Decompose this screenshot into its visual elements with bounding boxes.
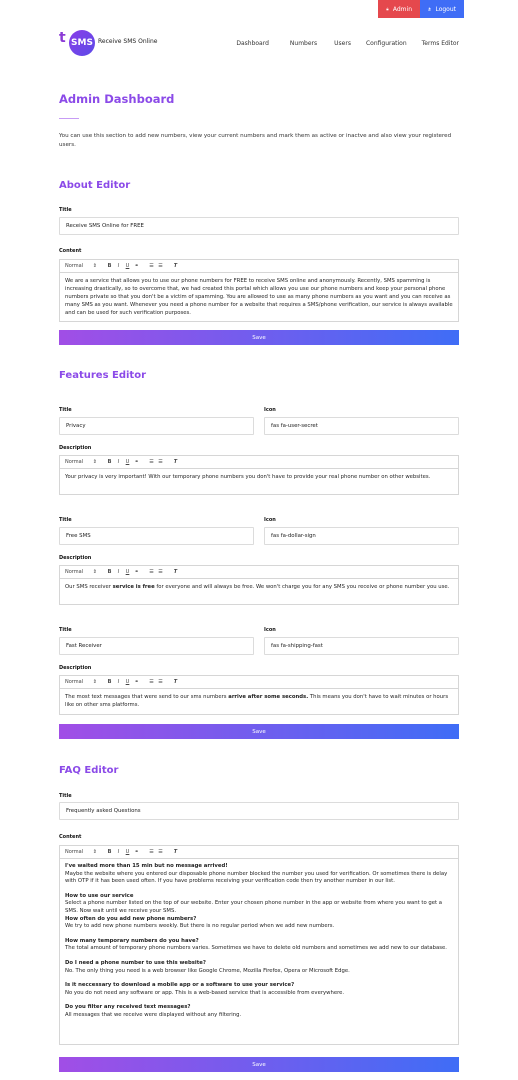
features-save-button[interactable]: Save <box>59 724 459 739</box>
nav-users[interactable]: Users <box>334 40 351 47</box>
faq-answer: All messages that we receive were displayed without any filtering. <box>65 1011 242 1018</box>
style-select[interactable]: Normal ⇕ <box>65 569 97 575</box>
bold-button[interactable]: B <box>107 679 112 685</box>
faq-editor-heading: FAQ Editor <box>59 765 119 776</box>
nav-numbers[interactable]: Numbers <box>289 40 318 47</box>
logo-bubble: SMS <box>69 30 95 56</box>
italic-button[interactable]: I <box>117 459 120 465</box>
logout-label: Logout <box>435 5 456 13</box>
about-title-label: Title <box>59 207 72 213</box>
ordered-list-icon[interactable]: ☰ <box>149 849 154 855</box>
feature-description-text[interactable]: Our SMS receiver service is free for everyone and will always be free. We won't charge you for any SMS you receive or phone number you use. <box>65 584 450 590</box>
faq-title-label: Title <box>59 793 72 799</box>
editor-toolbar <box>60 676 458 689</box>
feature-title-input[interactable]: Privacy <box>59 417 254 435</box>
bold-button[interactable]: B <box>107 849 112 855</box>
style-select[interactable]: Normal ⇕ <box>65 679 97 685</box>
feature-title-label: Title <box>59 627 72 633</box>
faq-content-text[interactable] <box>60 859 458 1024</box>
ordered-list-icon[interactable]: ☰ <box>149 679 154 685</box>
italic-button[interactable]: I <box>117 263 120 269</box>
faq-answer: Select a phone number listed on the top of our website. Enter your chosen phone number in the app or website from where you want to get a SMS. Now wait until we receive your SMS. <box>65 900 443 914</box>
bullet-list-icon[interactable]: ☰ <box>158 569 163 575</box>
about-save-button[interactable]: Save <box>59 330 459 345</box>
site-header <box>59 28 459 58</box>
underline-button[interactable]: U <box>125 679 130 685</box>
bold-button[interactable]: B <box>107 459 112 465</box>
feature-description-editor[interactable] <box>59 565 459 605</box>
editor-toolbar <box>60 260 458 273</box>
link-icon[interactable]: ⚭ <box>134 849 139 855</box>
main-nav <box>236 40 459 47</box>
feature-description-editor[interactable] <box>59 455 459 495</box>
editor-toolbar <box>60 846 458 859</box>
bullet-list-icon[interactable]: ☰ <box>158 263 163 269</box>
clear-format-icon[interactable]: T <box>173 679 178 685</box>
faq-answer: No. The only thing you need is a web browser like Google Chrome, Mozilla Firefox, Opera or Microsoft Edge. <box>65 967 350 974</box>
top-bar <box>378 0 464 18</box>
brand-name[interactable]: Receive SMS Online <box>98 38 158 45</box>
nav-dashboard[interactable]: Dashboard <box>236 40 269 47</box>
feature-description-label: Description <box>59 445 92 451</box>
italic-button[interactable]: I <box>117 849 120 855</box>
feature-description-text[interactable]: Your privacy is very important! With our temporary phone numbers you don't have to provide your real phone number on other websites. <box>65 474 431 480</box>
clear-format-icon[interactable]: T <box>173 459 178 465</box>
style-select[interactable]: Normal ⇕ <box>65 849 97 855</box>
ordered-list-icon[interactable]: ☰ <box>149 459 154 465</box>
faq-question: I've waited more than 15 min but no message arrived! <box>65 863 228 869</box>
bullet-list-icon[interactable]: ☰ <box>158 849 163 855</box>
faq-question: How many temporary numbers do you have? <box>65 937 199 944</box>
faq-answer: No you do not need any software or app. This is a web-based service that is accessible from everywhere. <box>65 989 345 996</box>
link-icon[interactable]: ⚭ <box>134 569 139 575</box>
about-content-label: Content <box>59 248 82 254</box>
clear-format-icon[interactable]: T <box>173 263 178 269</box>
faq-answer: The total amount of temporary phone numbers varies. Sometimes we have to delete old numbers and sometimes we add new to our database. <box>65 945 447 952</box>
feature-icon-input[interactable]: fas fa-user-secret <box>264 417 459 435</box>
page-title: Admin Dashboard <box>59 92 175 106</box>
bullet-list-icon[interactable]: ☰ <box>158 679 163 685</box>
feature-icon-input[interactable]: fas fa-dollar-sign <box>264 527 459 545</box>
style-select[interactable]: Normal ⇕ <box>65 263 97 269</box>
link-icon[interactable]: ⚭ <box>134 263 139 269</box>
admin-button[interactable] <box>378 0 420 18</box>
link-icon[interactable]: ⚭ <box>134 459 139 465</box>
logo[interactable] <box>59 28 95 58</box>
about-content-text[interactable]: We are a service that allows you to use our phone numbers for FREE to receive SMS online and anonymously. Recently, SMS spamming is increasing drastically, so to overcome that, we had created this portal which allows you use our phone numbers and keep your personal phone numbers private so that you don't be a victim of spamming. You are allowed to use as many phone numbers as you want and you can receive as many SMS as you want. Whenever you need a phone number for a website that requires a SMS/phone verification, our service is always available and can be used for such verification purposes. <box>65 278 453 316</box>
about-title-input[interactable]: Receive SMS Online for FREE <box>59 217 459 235</box>
faq-question: How to use our service <box>65 892 134 899</box>
logo-letter: t <box>59 30 66 46</box>
lock-icon <box>386 6 389 12</box>
faq-answer: We try to add new phone numbers weekly. But there is no regular period when we add new numbers. <box>65 923 335 930</box>
feature-title-label: Title <box>59 517 72 523</box>
about-editor-heading: About Editor <box>59 180 131 191</box>
faq-question: Do you filter any received text messages? <box>65 1004 191 1011</box>
feature-icon-label: Icon <box>264 517 276 523</box>
clear-format-icon[interactable]: T <box>173 849 178 855</box>
editor-toolbar <box>60 566 458 579</box>
underline-button[interactable]: U <box>125 569 130 575</box>
faq-question: How often do you add new phone numbers? <box>65 915 197 922</box>
feature-description-label: Description <box>59 665 92 671</box>
faq-question: Do I need a phone number to use this website? <box>65 959 206 966</box>
feature-description-text[interactable]: The most text messages that were send to our sms numbers arrive after some seconds. This means you don't have to wait minutes or hours like on other sms platforms. <box>65 694 449 708</box>
feature-title-label: Title <box>59 407 72 413</box>
feature-title-input[interactable]: Free SMS <box>59 527 254 545</box>
bold-button[interactable]: B <box>107 263 112 269</box>
nav-configuration[interactable]: Configuration <box>365 40 407 47</box>
faq-save-button[interactable]: Save <box>59 1057 459 1072</box>
clear-format-icon[interactable]: T <box>173 569 178 575</box>
feature-title-input[interactable]: Fast Receiver <box>59 637 254 655</box>
features-editor-heading: Features Editor <box>59 370 147 381</box>
nav-terms-editor[interactable]: Terms Editor <box>421 40 459 47</box>
italic-button[interactable]: I <box>117 569 120 575</box>
feature-icon-label: Icon <box>264 627 276 633</box>
intro-text: You can use this section to add new numbers, view your current numbers and mark them as active or inactve and also view your registered users. <box>59 133 452 148</box>
user-plus-icon <box>428 6 431 12</box>
logout-button[interactable] <box>420 0 464 18</box>
ordered-list-icon[interactable]: ☰ <box>149 263 154 269</box>
title-underline <box>59 118 79 119</box>
faq-question: Is it neccessary to download a mobile app or a software to use your service? <box>65 982 295 989</box>
feature-description-editor[interactable] <box>59 675 459 715</box>
admin-label: Admin <box>392 5 412 13</box>
underline-button[interactable]: U <box>125 849 130 855</box>
faq-content-editor[interactable] <box>59 845 459 1045</box>
underline-button[interactable]: U <box>125 263 130 269</box>
style-select[interactable]: Normal ⇕ <box>65 459 97 465</box>
ordered-list-icon[interactable]: ☰ <box>149 569 154 575</box>
feature-description-label: Description <box>59 555 92 561</box>
faq-title-input[interactable]: Frequently asked Questions <box>59 802 459 820</box>
bold-button[interactable]: B <box>107 569 112 575</box>
about-content-editor[interactable] <box>59 259 459 322</box>
italic-button[interactable]: I <box>117 679 120 685</box>
faq-content-label: Content <box>59 834 82 840</box>
faq-answer: Maybe the website where you entered our disposable phone number blocked the number you used for verification. Or sometimes there is delay with OTP if it has been used often. If you have problems receiving your verification code then try another number in our list. <box>65 870 448 885</box>
editor-toolbar <box>60 456 458 469</box>
feature-icon-input[interactable]: fas fa-shipping-fast <box>264 637 459 655</box>
feature-icon-label: Icon <box>264 407 276 413</box>
bullet-list-icon[interactable]: ☰ <box>158 459 163 465</box>
underline-button[interactable]: U <box>125 459 130 465</box>
link-icon[interactable]: ⚭ <box>134 679 139 685</box>
